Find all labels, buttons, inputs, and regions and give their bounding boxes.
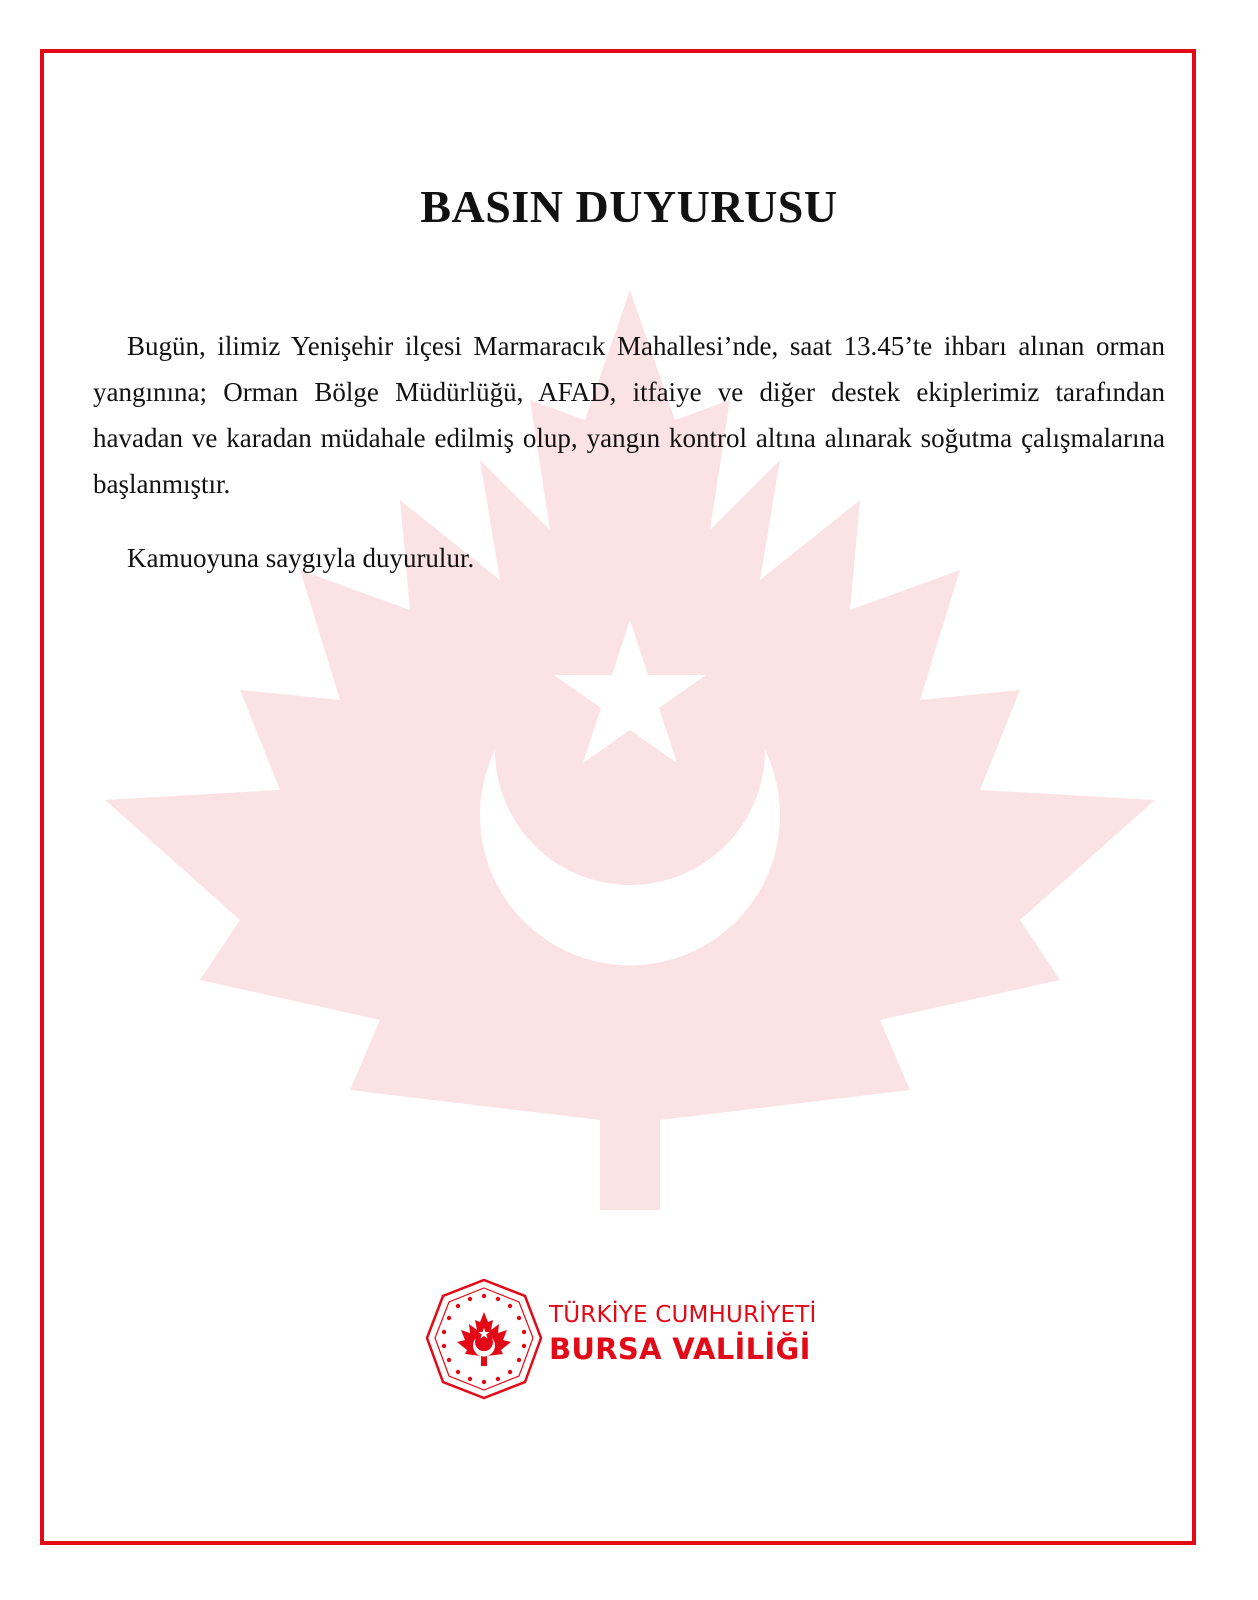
announcement-paragraph: Bugün, ilimiz Yenişehir ilçesi Marmaracık Mahallesi’nde, saat 13.45’te ihbarı alınan orman yangınına; Orman Bölge Müdürlüğü, AFAD, itfaiye ve diğer destek ekiplerimiz tarafından havadan ve karadan müdahale edilmiş olup, yangın kontrol altına alınarak soğutma çalışmalarına başlanmıştır.: [93, 331, 1165, 499]
bursa-valiligi-logo: [425, 1278, 825, 1400]
document-body: [93, 323, 1165, 581]
governorship-seal-icon: [425, 1278, 543, 1400]
closing-line: Kamuoyuna saygıyla duyurulur.: [127, 543, 475, 573]
logo-line-turkiye-cumhuriyeti: TÜRKİYE CUMHURİYETİ: [549, 1302, 817, 1328]
page-title: BASIN DUYURUSU: [420, 181, 838, 232]
logo-text-block: [549, 1300, 816, 1368]
logo-line-bursa-valiligi: BURSA VALİLİĞİ: [549, 1332, 811, 1366]
